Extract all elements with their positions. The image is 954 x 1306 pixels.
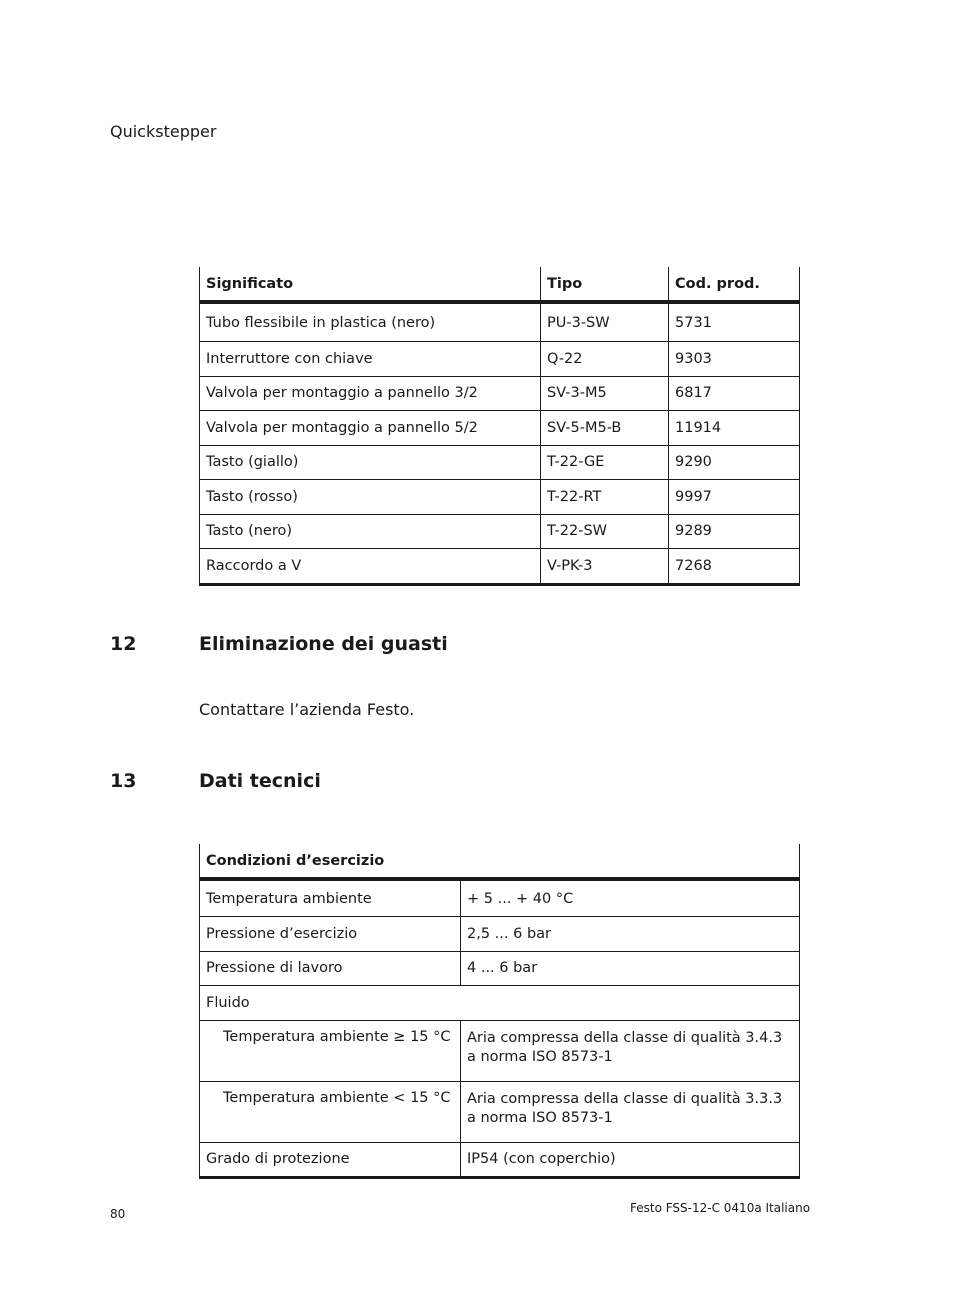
table-row bbox=[200, 549, 800, 585]
body-text: Contattare l’azienda Festo. bbox=[199, 700, 415, 719]
cell: 11914 bbox=[669, 411, 800, 446]
value-line: a norma ISO 8573-1 bbox=[467, 1048, 613, 1065]
parts-table bbox=[199, 267, 800, 586]
table-row bbox=[200, 951, 800, 986]
row-label: Temperatura ambiente ≥ 15 °C bbox=[200, 1020, 461, 1081]
cell: 6817 bbox=[669, 376, 800, 411]
cell: 9290 bbox=[669, 445, 800, 480]
cell: T-22-GE bbox=[541, 445, 669, 480]
page-number: 80 bbox=[110, 1207, 126, 1221]
row-label: Pressione di lavoro bbox=[200, 951, 461, 986]
cell: 7268 bbox=[669, 549, 800, 585]
table-row bbox=[200, 1081, 800, 1142]
row-label: Temperatura ambiente bbox=[200, 879, 461, 917]
cell: Valvola per montaggio a pannello 5/2 bbox=[200, 411, 541, 446]
table-header: Condizioni d’esercizio bbox=[200, 844, 800, 879]
cell: Tasto (rosso) bbox=[200, 480, 541, 515]
table-row bbox=[200, 480, 800, 515]
row-value: IP54 (con coperchio) bbox=[461, 1142, 800, 1178]
row-label: Temperatura ambiente < 15 °C bbox=[200, 1081, 461, 1142]
cell: SV-5-M5-B bbox=[541, 411, 669, 446]
section-number: 13 bbox=[110, 770, 137, 792]
row-value: 2,5 ... 6 bar bbox=[461, 917, 800, 952]
cell: T-22-RT bbox=[541, 480, 669, 515]
cell: Tubo flessibile in plastica (nero) bbox=[200, 302, 541, 342]
technical-data-table bbox=[199, 844, 800, 1179]
table-row bbox=[200, 376, 800, 411]
row-label: Pressione d’esercizio bbox=[200, 917, 461, 952]
cell: Q-22 bbox=[541, 342, 669, 377]
cell: Raccordo a V bbox=[200, 549, 541, 585]
table-row bbox=[200, 514, 800, 549]
cell: 5731 bbox=[669, 302, 800, 342]
value-line: Aria compressa della classe di qualità 3.3.3 bbox=[467, 1090, 783, 1107]
table-row bbox=[200, 411, 800, 446]
section-number: 12 bbox=[110, 633, 137, 655]
row-label: Grado di protezione bbox=[200, 1142, 461, 1178]
cell: SV-3-M5 bbox=[541, 376, 669, 411]
cell: Interruttore con chiave bbox=[200, 342, 541, 377]
cell: 9303 bbox=[669, 342, 800, 377]
table-row bbox=[200, 1142, 800, 1178]
column-header: Significato bbox=[200, 267, 541, 302]
column-header: Tipo bbox=[541, 267, 669, 302]
table-row bbox=[200, 879, 800, 917]
cell: T-22-SW bbox=[541, 514, 669, 549]
table-row bbox=[200, 986, 800, 1021]
table-header-row bbox=[200, 267, 800, 302]
section-title: Eliminazione dei guasti bbox=[199, 633, 448, 655]
row-value bbox=[461, 1081, 800, 1142]
row-value bbox=[461, 1020, 800, 1081]
section-title: Dati tecnici bbox=[199, 770, 321, 792]
table-row bbox=[200, 342, 800, 377]
row-label: Fluido bbox=[200, 986, 800, 1021]
cell: V-PK-3 bbox=[541, 549, 669, 585]
row-value: + 5 ... + 40 °C bbox=[461, 879, 800, 917]
value-line: Aria compressa della classe di qualità 3.4.3 bbox=[467, 1029, 783, 1046]
page-header: Quickstepper bbox=[110, 122, 217, 141]
cell: 9289 bbox=[669, 514, 800, 549]
document-reference: Festo FSS-12-C 0410a Italiano bbox=[630, 1201, 811, 1215]
table-row bbox=[200, 917, 800, 952]
table-row bbox=[200, 1020, 800, 1081]
value-line: a norma ISO 8573-1 bbox=[467, 1109, 613, 1126]
cell: PU-3-SW bbox=[541, 302, 669, 342]
column-header: Cod. prod. bbox=[669, 267, 800, 302]
table-row bbox=[200, 445, 800, 480]
table-header-row bbox=[200, 844, 800, 879]
table-row bbox=[200, 302, 800, 342]
cell: Tasto (giallo) bbox=[200, 445, 541, 480]
cell: Valvola per montaggio a pannello 3/2 bbox=[200, 376, 541, 411]
cell: Tasto (nero) bbox=[200, 514, 541, 549]
cell: 9997 bbox=[669, 480, 800, 515]
row-value: 4 ... 6 bar bbox=[461, 951, 800, 986]
